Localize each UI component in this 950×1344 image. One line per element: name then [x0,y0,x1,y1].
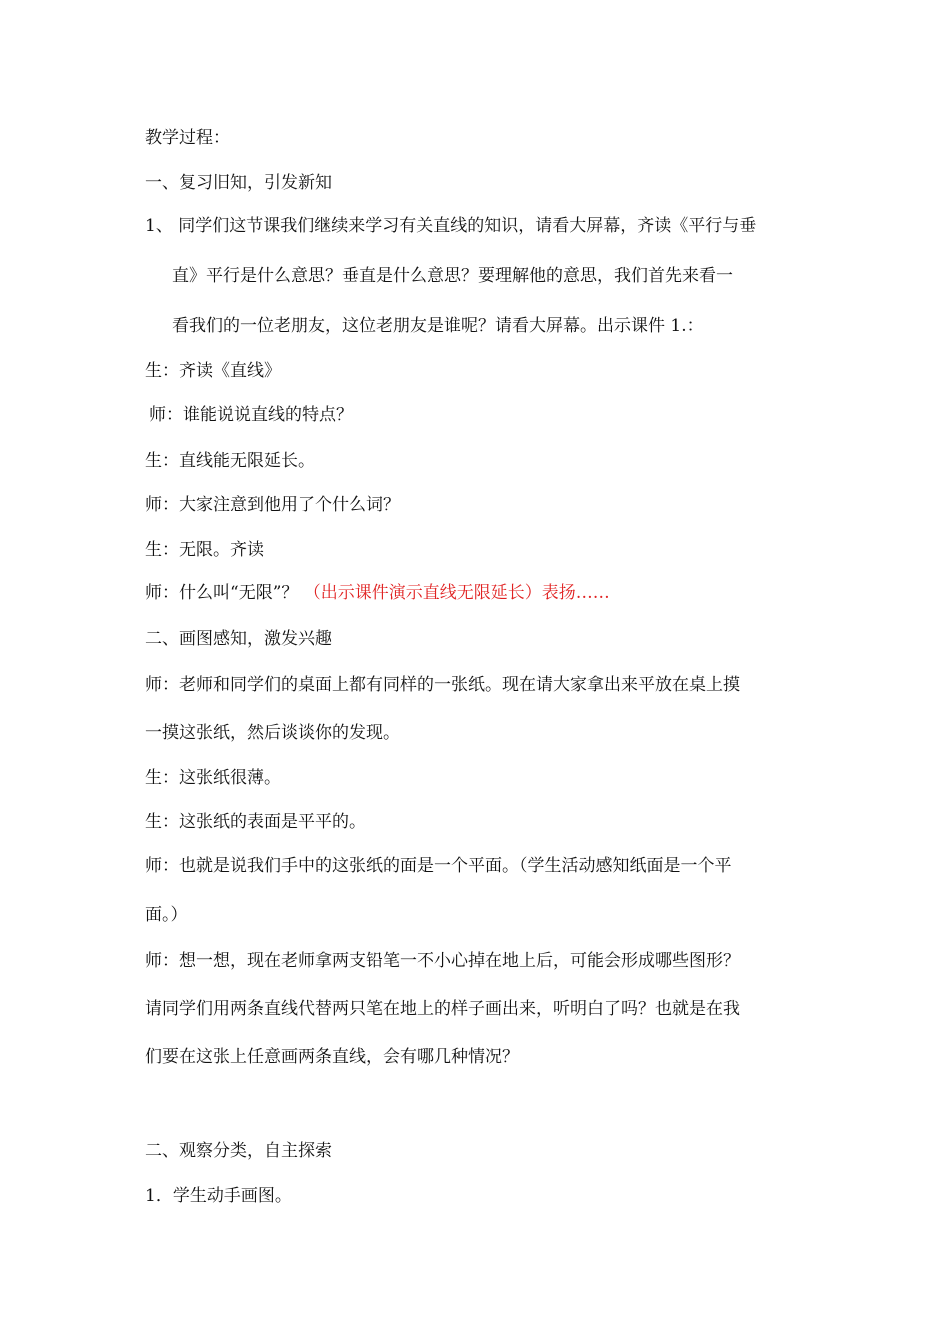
dialogue-line-continued: 们要在这张上任意画两条直线，会有哪几种情况？ [145,1047,519,1067]
dialogue-line: 生：这张纸很薄。 [145,768,281,788]
dialogue-line-continued: 一摸这张纸，然后谈谈你的发现。 [145,723,400,743]
item-2: 1．学生动手画图。 [145,1186,292,1206]
dialogue-line: 生：直线能无限延长。 [145,451,315,471]
red-annotation: （出示课件演示直线无限延长）表扬…… [303,583,610,603]
dialogue-line: 师：想一想，现在老师拿两支铅笔一不小心掉在地上后，可能会形成哪些图形？ [145,951,740,971]
item-1-line-1: 1、 同学们这节课我们继续来学习有关直线的知识，请看大屏幕，齐读《平行与垂 [145,216,757,236]
dialogue-text: 师：什么叫“无限”？ [145,583,299,603]
dialogue-line-with-highlight [145,582,610,604]
heading-teaching-process: 教学过程： [145,128,230,148]
dialogue-line: 师：谁能说说直线的特点？ [149,405,353,425]
dialogue-line: 师：老师和同学们的桌面上都有同样的一张纸。现在请大家拿出来平放在桌上摸 [145,675,740,695]
dialogue-line: 生：齐读《直线》 [145,361,281,381]
item-1-line-3: 看我们的一位老朋友，这位老朋友是谁呢？请看大屏幕。出示课件 1.： [172,316,704,336]
dialogue-line: 师：大家注意到他用了个什么词？ [145,495,400,515]
section-1-title: 一、复习旧知，引发新知 [145,173,332,193]
dialogue-line-continued: 请同学们用两条直线代替两只笔在地上的样子画出来，听明白了吗？也就是在我 [145,999,740,1019]
item-1-line-2: 直》平行是什么意思？垂直是什么意思？要理解他的意思，我们首先来看一 [172,266,733,286]
dialogue-line: 生：这张纸的表面是平平的。 [145,812,366,832]
dialogue-line: 师：也就是说我们手中的这张纸的面是一个平面。（学生活动感知纸面是一个平 [145,856,732,876]
section-2-title: 二、画图感知，激发兴趣 [145,629,332,649]
section-3-title: 二、观察分类，自主探索 [145,1141,332,1161]
dialogue-line: 生：无限。齐读 [145,540,264,560]
dialogue-line-continued: 面。） [145,905,188,925]
